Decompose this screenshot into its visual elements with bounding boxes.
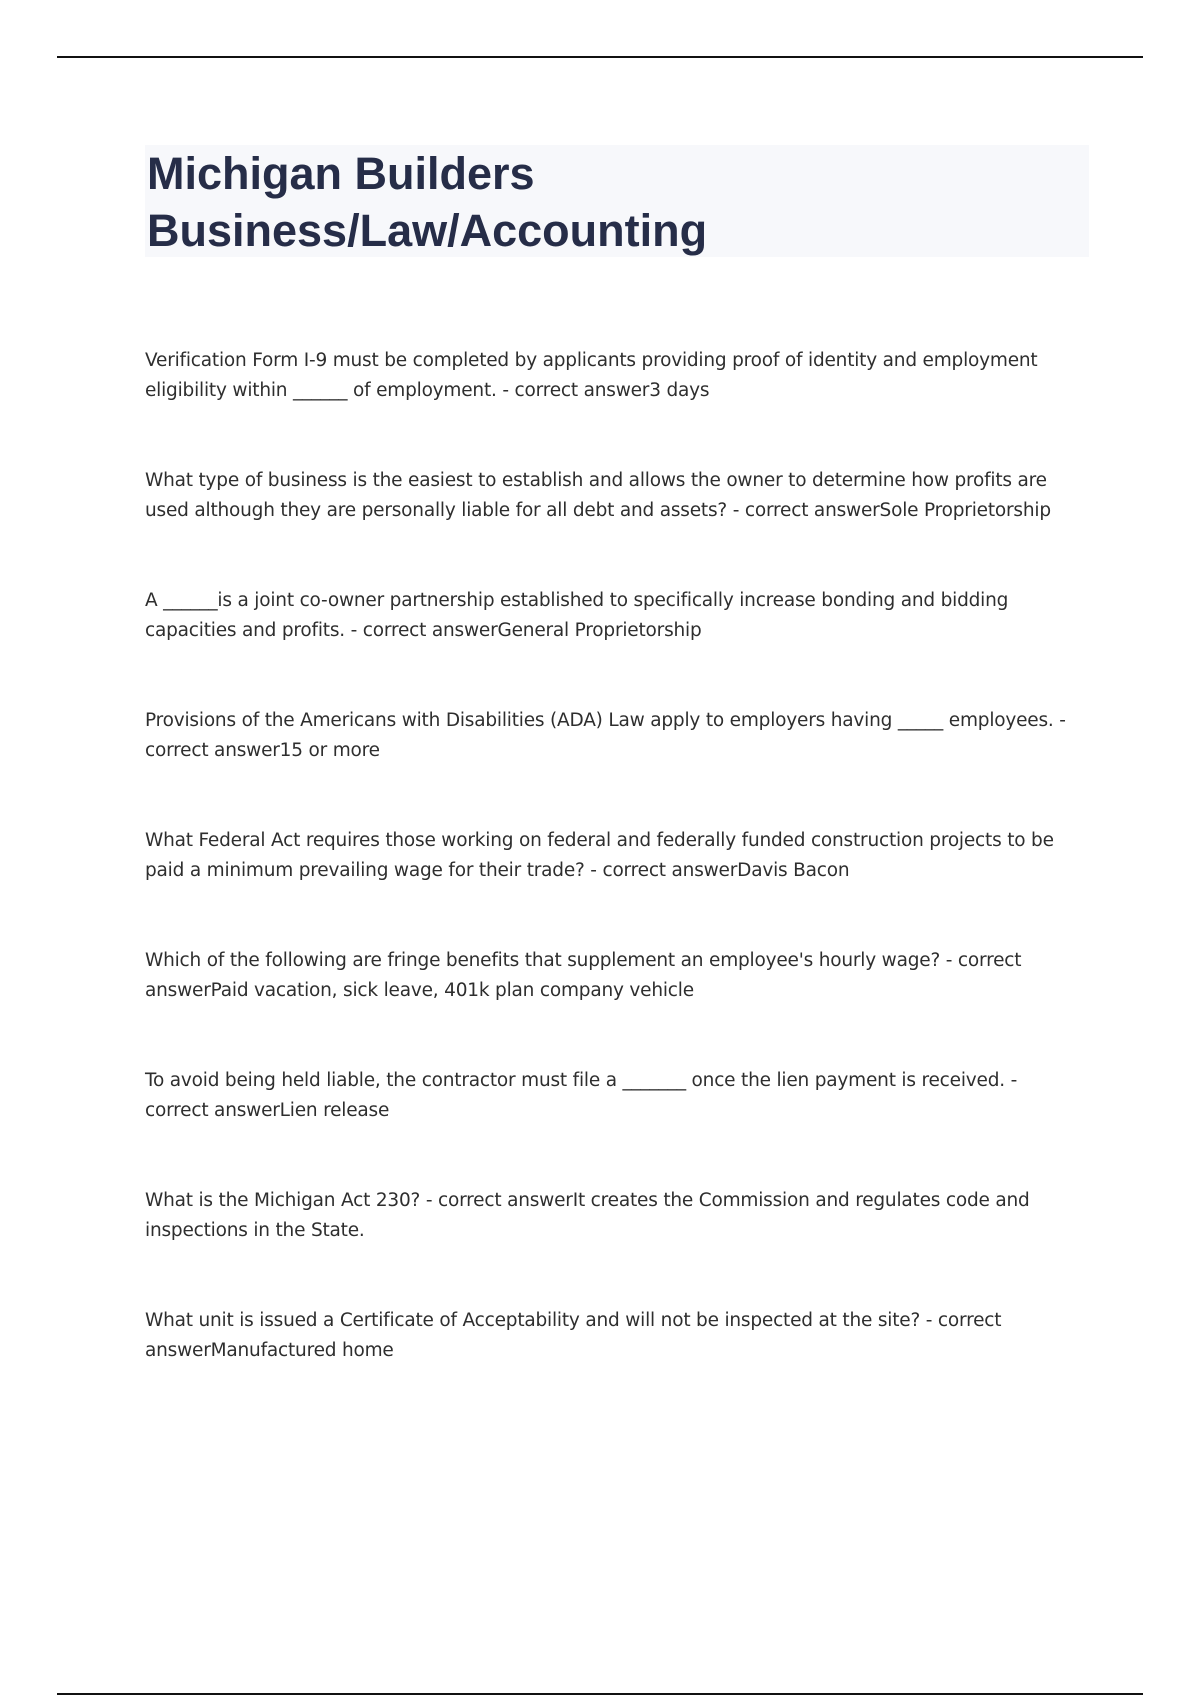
qa-item: To avoid being held liable, the contractor must file a _______ once the lien payment is received. - correct answerLien release (145, 1070, 1018, 1121)
qa-item: Verification Form I-9 must be completed by applicants providing proof of identity and employment eligibility within ______ of employment. - correct answer3 days (145, 350, 1038, 401)
title-banner (145, 145, 1089, 257)
qa-item: What Federal Act requires those working on federal and federally funded construction projects to be paid a minimum prevailing wage for their trade? - correct answerDavis Bacon (145, 830, 1054, 881)
qa-item: Which of the following are fringe benefits that supplement an employee's hourly wage? - correct answerPaid vacation, sick leave, 401k plan company vehicle (145, 950, 1022, 1001)
qa-list (145, 346, 1075, 1426)
top-divider (57, 56, 1143, 58)
qa-item: Provisions of the Americans with Disabilities (ADA) Law apply to employers having _____ employees. - correct answer15 or more (145, 710, 1066, 761)
bottom-divider (57, 1693, 1143, 1695)
qa-item: What is the Michigan Act 230? - correct answerIt creates the Commission and regulates code and inspections in the State. (145, 1190, 1030, 1241)
document-title: Michigan Builders Business/Law/Accounting (147, 148, 708, 256)
qa-item: A ______is a joint co-owner partnership established to specifically increase bonding and bidding capacities and profits. - correct answerGeneral Proprietorship (145, 590, 1009, 641)
qa-item: What unit is issued a Certificate of Acceptability and will not be inspected at the site? - correct answerManufactured home (145, 1310, 1002, 1361)
qa-item: What type of business is the easiest to establish and allows the owner to determine how profits are used although they are personally liable for all debt and assets? - correct answerSole Proprietorship (145, 470, 1051, 521)
